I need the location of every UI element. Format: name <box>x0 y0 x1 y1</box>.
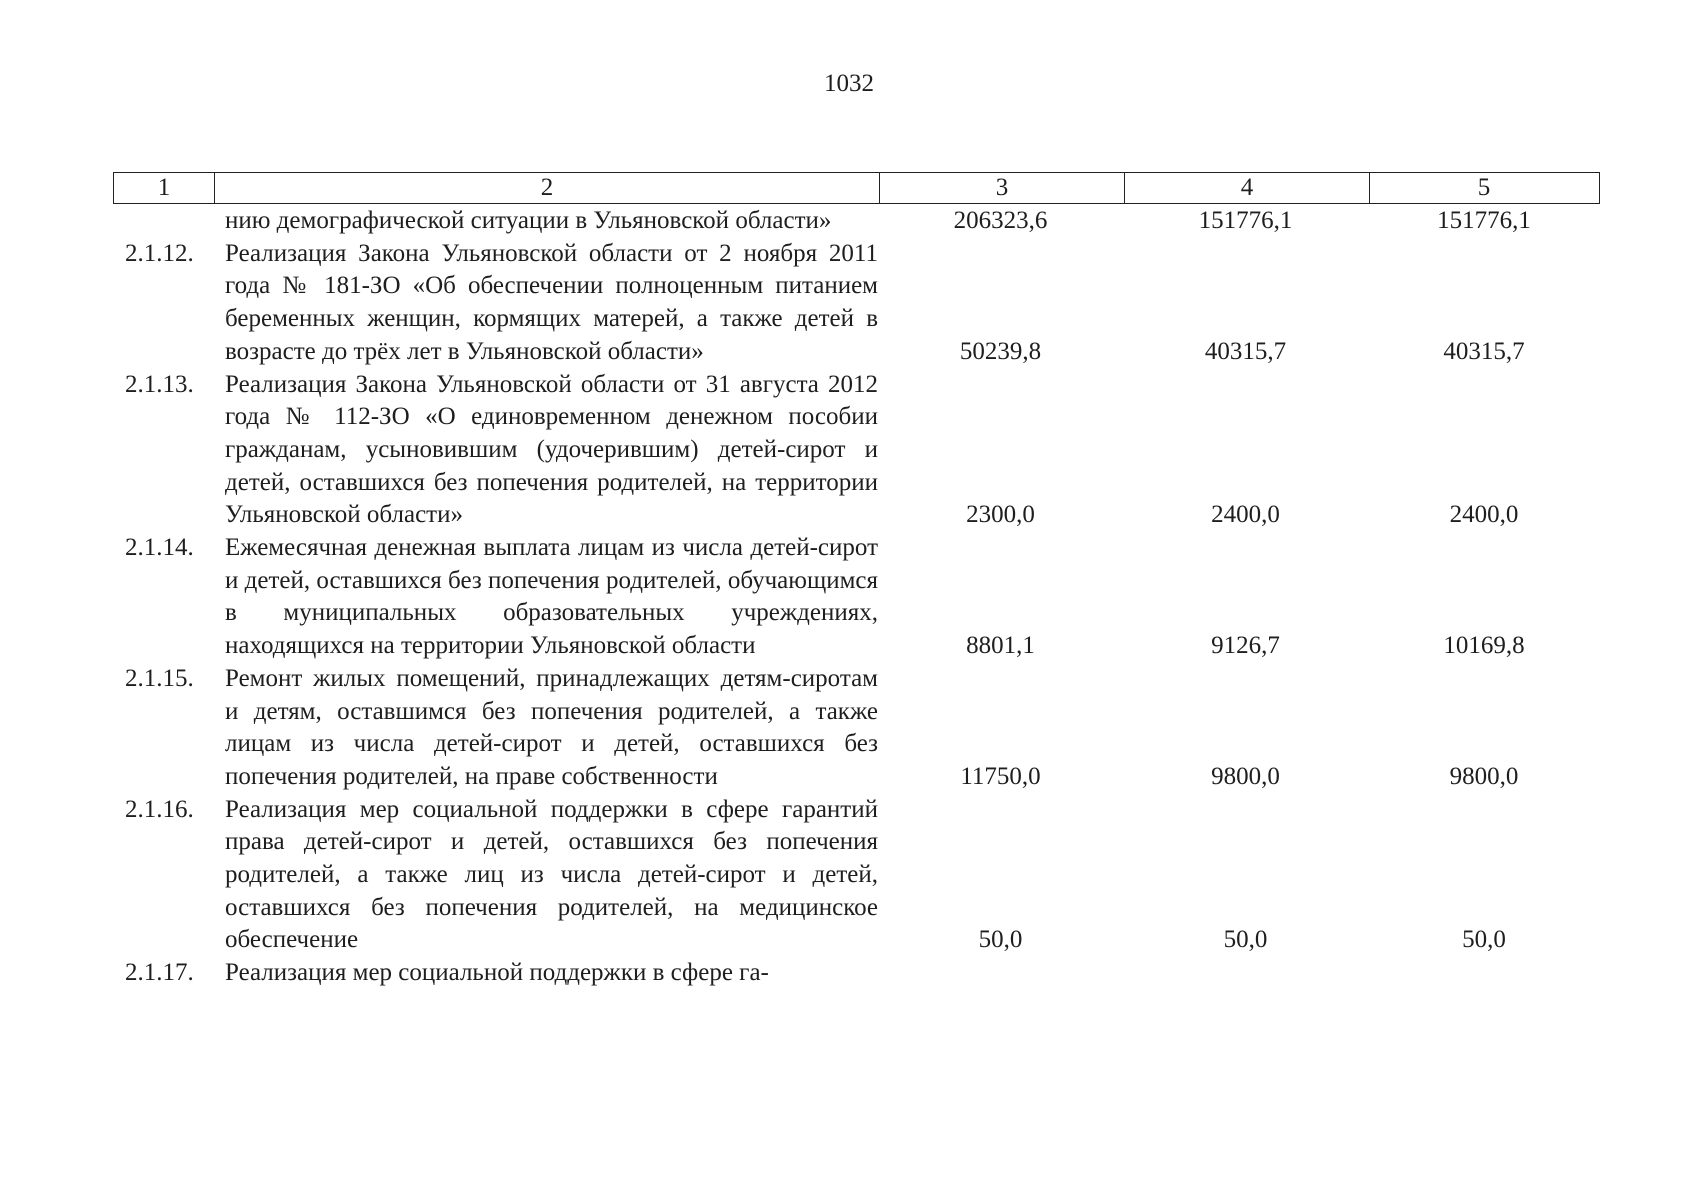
row-value-col-3 <box>878 957 1123 990</box>
table-row <box>113 532 1600 663</box>
row-description: Ежемесячная денежная выплата лицам из числа детей-сирот и детей, оставшихся без попечения родителей, обучающимся в муниципальных образовательных учреждениях, находящихся на территории Ульяновской области <box>225 534 878 660</box>
header-col-3: 3 <box>879 173 1124 203</box>
table-row <box>113 957 1600 990</box>
row-description: Ремонт жилых помещений, принадлежащих детям-сиротам и детям, оставшимся без попечения родителей, а также лицам из числа детей-сирот и детей, оставшихся без попечения родителей, на праве собственности <box>225 664 878 790</box>
row-description: Реализация Закона Ульяновской области от 31 августа 2012 года № 112-ЗО «О единовременном денежном пособии гражданам, усыновившим (удочерившим) детей-сирот и детей, оставшихся без попечения родителей, на территории Ульяновской области» <box>225 370 878 529</box>
row-value-col-5: 40315,7 <box>1443 337 1525 365</box>
table-row <box>113 369 1600 533</box>
row-value-col-3: 11750,0 <box>960 762 1041 790</box>
table-row <box>113 238 1600 369</box>
row-description: Реализация мер социальной поддержки в сфере га- <box>225 959 769 987</box>
row-number <box>113 205 213 238</box>
row-number: 2.1.12. <box>125 239 194 267</box>
row-value-col-3: 50239,8 <box>959 337 1042 365</box>
row-number: 2.1.14. <box>125 534 194 562</box>
row-number: 2.1.16. <box>125 795 194 823</box>
row-description: Реализация Закона Ульяновской области от 2 ноября 2011 года № 181-ЗО «Об обеспечении полноценным питанием беременных женщин, кормящих матерей, а также детей в возрасте до трёх лет в Ульяновской области» <box>225 239 878 365</box>
row-value-col-4: 40315,7 <box>1204 337 1287 365</box>
table-row <box>113 663 1600 794</box>
row-value-col-4: 9126,7 <box>1211 632 1280 660</box>
table-body <box>113 205 1600 990</box>
row-value-col-3: 206323,6 <box>953 207 1048 234</box>
header-col-1: 1 <box>157 174 171 201</box>
table-header <box>113 172 1600 204</box>
header-col-4: 4 <box>1124 173 1369 203</box>
row-number: 2.1.13. <box>125 370 194 398</box>
table-row <box>113 794 1600 958</box>
row-value-col-5: 2400,0 <box>1449 501 1519 529</box>
row-value-col-5: 50,0 <box>1462 926 1506 954</box>
row-value-col-4: 9800,0 <box>1211 762 1280 790</box>
row-value-col-5: 10169,8 <box>1443 632 1525 660</box>
row-value-col-4: 50,0 <box>1223 926 1268 954</box>
page-number: 1032 <box>824 70 874 97</box>
row-value-col-3: 2300,0 <box>966 501 1035 529</box>
row-value-col-3: 8801,1 <box>966 632 1035 660</box>
row-value-col-5: 151776,1 <box>1437 207 1531 234</box>
row-description: нию демографической ситуации в Ульяновской области» <box>225 207 832 234</box>
row-value-col-5 <box>1368 957 1600 990</box>
row-value-col-4 <box>1123 957 1368 990</box>
row-value-col-3: 50,0 <box>978 926 1023 954</box>
header-col-5: 5 <box>1369 173 1598 203</box>
row-value-col-4: 151776,1 <box>1198 207 1293 234</box>
table-row <box>113 205 1600 238</box>
row-value-col-5: 9800,0 <box>1449 762 1519 790</box>
row-value-col-4: 2400,0 <box>1211 501 1280 529</box>
header-col-2: 2 <box>214 173 879 203</box>
row-number: 2.1.17. <box>125 959 194 987</box>
row-description: Реализация мер социальной поддержки в сфере гарантий права детей-сирот и детей, оставшихся без попечения родителей, а также лиц из числа детей-сирот и детей, оставшихся без попечения родителей, на медицинское обеспечение <box>225 795 878 954</box>
row-number: 2.1.15. <box>125 664 194 692</box>
